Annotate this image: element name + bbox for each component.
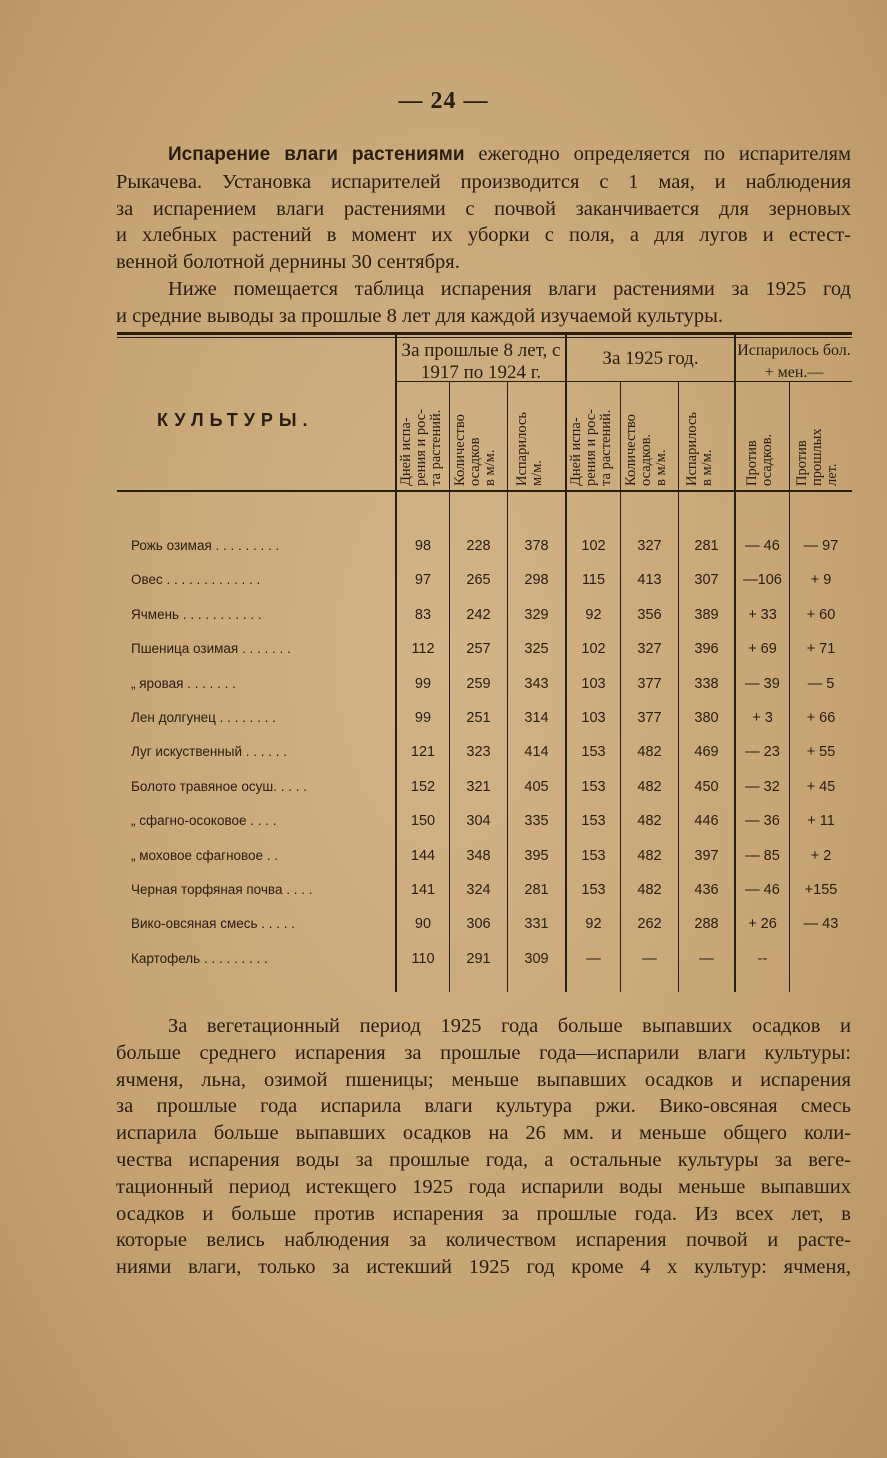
table-cell: — 43 [803, 916, 839, 933]
table-cell: 306 [466, 916, 491, 933]
table-cell: 378 [524, 538, 549, 554]
table-cell: 450 [694, 778, 719, 795]
table-cell: 469 [694, 744, 719, 761]
table-cell: — 97 [803, 538, 839, 554]
table-cell: + 33 [748, 606, 777, 623]
table-cell: 150 [410, 813, 436, 830]
table-cell: 331 [524, 916, 549, 933]
table-cell: 228 [466, 538, 491, 554]
table-cell: 343 [524, 675, 549, 692]
table-cell: 482 [637, 882, 662, 898]
table-cell: 144 [410, 847, 436, 864]
table-row [117, 947, 852, 977]
table-cell: 257 [466, 641, 491, 658]
culture-name: Овес . . . . . . . . . . . . . [131, 572, 261, 588]
col-header-precip-1925: Количество осадков. в м/м. [623, 414, 669, 486]
table-cell: -- [757, 950, 768, 967]
table-cell: — 5 [807, 675, 835, 692]
table-cell: — 39 [745, 675, 780, 692]
table-cell: 262 [637, 916, 662, 933]
table-cell: 413 [637, 572, 662, 589]
col-header-evap-past: Испарилось м/м. [514, 411, 545, 486]
page-number: — 24 — [398, 88, 489, 114]
culture-name: Луг искуственный . . . . . . [131, 744, 288, 760]
table-cell: 153 [581, 744, 606, 761]
table-cell: 304 [466, 813, 491, 830]
table-cell: 327 [637, 538, 662, 554]
table-cell: 265 [466, 572, 491, 589]
table-cell: 309 [524, 950, 549, 967]
table-cell: 242 [466, 606, 491, 623]
culture-name: Пшеница озимая . . . . . . . [131, 641, 291, 657]
evaporation-table [117, 332, 852, 1007]
table-row [117, 568, 852, 598]
table-cell: + 26 [748, 916, 777, 933]
table-cell: — 32 [745, 778, 780, 795]
intro-paragraph: Испарение влаги растениями ежегодно определяется по испарителям Рыкачева. Установка испарителей производится с 1 мая, и наблюдения за испарением влаги растениями с почвой заканчивается для зерновых и хлебных растений в момент их уборки с поля, а для лугов и естест- венной болотной дернины 30 сентября. Ниже помещается таблица испарения влаги растениями за 1925 год и средние выводы за прошлые 8 лет для каждой изучаемой культуры. [116, 143, 851, 327]
col-header-precip-past: Количество осадков в м/м. [452, 414, 498, 486]
table-cell: + 66 [806, 710, 836, 726]
table-cell: +155 [804, 882, 838, 898]
table-cell: 83 [414, 606, 432, 623]
table-cell: — 46 [745, 538, 780, 554]
group-header-difference: Испарилось бол. + мен.— [737, 342, 851, 381]
table-cell: 405 [524, 778, 549, 795]
table-cell: 92 [585, 916, 602, 933]
table-cell: 327 [637, 641, 662, 658]
table-cell: 396 [694, 641, 719, 658]
table-cell: 414 [524, 744, 549, 761]
table-cell: + 2 [810, 847, 832, 864]
table-cell: + 3 [752, 710, 773, 726]
table-cell: — [586, 950, 601, 967]
table-cell: 482 [637, 813, 662, 830]
table-cell: 338 [694, 675, 719, 692]
table-cell: 92 [585, 606, 602, 623]
table-row [117, 775, 852, 805]
table-cell: — [699, 950, 714, 967]
table-cell: + 9 [810, 572, 832, 589]
table-cell: 112 [411, 641, 435, 658]
culture-name: Ячмень . . . . . . . . . . . [131, 606, 262, 622]
table-cell: — 85 [745, 847, 780, 864]
table-row [117, 534, 852, 564]
table-cell: 377 [637, 675, 662, 692]
table-cell: 141 [410, 882, 436, 898]
table-cell: — 36 [745, 813, 780, 830]
table-cell: 482 [637, 744, 662, 761]
table-cell: 90 [414, 916, 432, 933]
table-cell: 307 [694, 572, 719, 589]
table-cell: — 23 [745, 744, 780, 761]
table-cell: + 60 [806, 606, 836, 623]
col-header-days-past: Дней испа- рения и рос- та растений. [398, 408, 444, 486]
table-cell: 103 [581, 675, 606, 692]
table-cell: 436 [694, 882, 719, 898]
table-cell: 377 [637, 710, 662, 726]
table-row [117, 672, 852, 702]
col-header-evap-1925: Испарилось в м/м. [684, 411, 715, 486]
culture-name: Картофель . . . . . . . . . [131, 950, 268, 966]
table-cell: 348 [466, 847, 491, 864]
table-cell: + 45 [806, 778, 836, 795]
table-cell: 482 [637, 847, 662, 864]
table-cell: 291 [466, 950, 491, 967]
table-cell: — 46 [745, 882, 780, 898]
table-cell: 98 [414, 538, 432, 554]
table-cell: 99 [414, 675, 432, 692]
table-row [117, 637, 852, 667]
culture-name: Вико-овсяная смесь . . . . . [131, 916, 296, 932]
table-cell: — [642, 950, 657, 967]
table-cell: 152 [410, 778, 436, 795]
table-cell: 281 [694, 538, 719, 554]
col-header-days-1925: Дней испа- рения и рос- та растений. [568, 408, 614, 486]
table-cell: 323 [466, 744, 491, 761]
table-cell: 329 [524, 606, 549, 623]
table-cell: + 11 [807, 813, 835, 830]
table-cell: 321 [466, 778, 491, 795]
table-cell: —106 [743, 572, 782, 589]
table-cell: + 69 [748, 641, 777, 658]
group-header-past: За прошлые 8 лет, с 1917 по 1924 г. [401, 340, 561, 383]
table-cell: 380 [694, 710, 719, 726]
table-cell: 288 [694, 916, 719, 933]
table-row [117, 706, 852, 736]
table-cell: 115 [581, 572, 606, 589]
table-cell: 397 [694, 847, 719, 864]
culture-name: „ яровая . . . . . . . [131, 675, 236, 691]
culture-name: Болото травяное осуш. . . . . [131, 778, 307, 794]
table-cell: + 71 [806, 641, 836, 658]
table-row [117, 809, 852, 839]
table-cell: 153 [581, 882, 606, 898]
table-cell: 153 [581, 813, 606, 830]
table-row [117, 844, 852, 874]
table-cell: 482 [637, 778, 662, 795]
table-cell: 314 [524, 710, 549, 726]
table-cell: 99 [414, 710, 432, 726]
table-cell: 153 [581, 847, 606, 864]
table-cell: 335 [524, 813, 549, 830]
group-header-1925: За 1925 год. [602, 348, 699, 369]
table-cell: 102 [581, 538, 606, 554]
table-row [117, 740, 852, 770]
table-cell: 251 [466, 710, 491, 726]
table-cell: 356 [637, 606, 662, 623]
table-cell: 97 [414, 572, 432, 589]
culture-name: „ сфагно-осоковое . . . . [131, 813, 277, 829]
intro-bold-lead: Испарение влаги растениями [168, 144, 465, 165]
table-row [117, 603, 852, 633]
table-cell: 103 [581, 710, 606, 726]
table-row [117, 912, 852, 942]
table-cell: 102 [581, 641, 606, 658]
culture-name: Черная торфяная почва . . . . [131, 882, 313, 897]
table-row [117, 878, 852, 908]
table-cell: + 55 [806, 744, 836, 761]
cultures-header: КУЛЬТУРЫ. [157, 410, 314, 430]
table-cell: 395 [524, 847, 549, 864]
table-cell: 153 [581, 778, 606, 795]
culture-name: „ моховое сфагновое . . [131, 847, 279, 863]
culture-name: Рожь озимая . . . . . . . . . [131, 538, 280, 553]
table-cell: 110 [411, 950, 435, 967]
table-cell: 446 [694, 813, 719, 830]
col-header-vs-past: Против прошлых лет. [794, 428, 840, 486]
table-cell: 259 [466, 675, 491, 692]
table-cell: 121 [410, 744, 436, 761]
table-cell: 281 [524, 882, 549, 898]
col-header-vs-precip: Против осадков. [744, 433, 775, 486]
table-cell: 389 [694, 606, 719, 623]
conclusion-paragraph: За вегетационный период 1925 года больше выпавших осадков и больше среднего испарения за прошлые года—испарили влаги культуры: ячменя, льна, озимой пшеницы; меньше выпавших осадков и испарения за прошлые года испарила влаги культура ржи. Вико-овсяная смесь испарила больше выпавших осадков на 26 мм. и меньше общего коли- чества испарения воды за прошлые года, а остальные культуры за веге- тационный период истекщего 1925 года испарили воды меньше выпавших осадков и больше против испарения за прошлые года. Из всех лет, в которые велись наблюдения за количеством испарения почвой и расте- ниями влаги, только за истекший 1925 год кроме 4 х культур: ячменя, [116, 1015, 851, 1279]
table-cell: 325 [524, 641, 549, 658]
table-cell: 324 [466, 882, 491, 898]
culture-name: Лен долгунец . . . . . . . . [131, 710, 276, 725]
table-cell: 298 [524, 572, 549, 589]
